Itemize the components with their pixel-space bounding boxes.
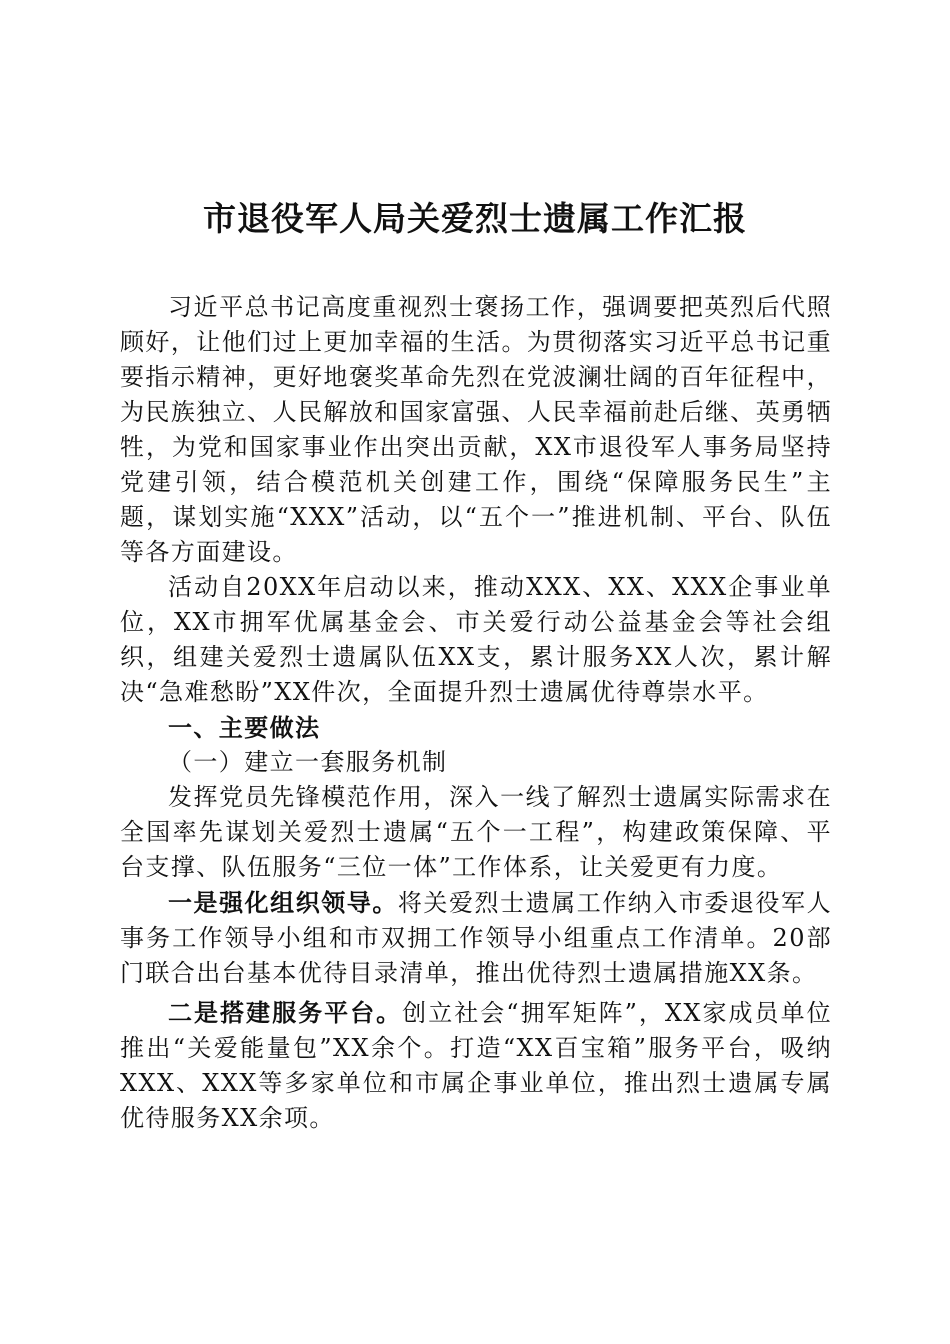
section-paragraph: 发挥党员先锋模范作用，深入一线了解烈士遗属实际需求在全国率先谋划关爱烈士遗属“五个一工程”，构建政策保障、平台支撑、队伍服务“三位一体”工作体系，让关爱更有力度。 [120, 783, 832, 881]
document-title: 市退役军人局关爱烈士遗属工作汇报 [203, 199, 747, 238]
document-body [120, 290, 832, 1136]
point-lead-1: 一是强化组织领导。 [168, 888, 398, 917]
point-paragraph-2 [120, 995, 832, 1136]
subsection-heading: （一）建立一套服务机制 [168, 748, 448, 776]
intro-paragraph-1: 习近平总书记高度重视烈士褒扬工作，强调要把英烈后代照顾好，让他们过上更加幸福的生活。为贯彻落实习近平总书记重要指示精神，更好地褒奖革命先烈在党波澜壮阔的百年征程中，为民族独立、人民解放和国家富强、人民幸福前赴后继、英勇牺牲，为党和国家事业作出突出贡献，XX市退役军人事务局坚持党建引领，结合模范机关创建工作，围绕“保障服务民生”主题，谋划实施“XXX”活动，以“五个一”推进机制、平台、队伍等各方面建设。 [120, 293, 832, 566]
point-paragraph-1 [120, 885, 832, 991]
point-lead-2: 二是搭建服务平台。 [168, 998, 403, 1027]
section-heading: 一、主要做法 [168, 713, 321, 742]
point-text-2: 创立社会“拥军矩阵”，XX家成员单位推出“关爱能量包”XX余个。打造“XX百宝箱”服务平台，吸纳XXX、XXX等多家单位和市属企事业单位，推出烈士遗属专属优待服务XX余项。 [120, 999, 832, 1132]
point-text-1: 将关爱烈士遗属工作纳入市委退役军人事务工作领导小组和市双拥工作领导小组重点工作清单。20部门联合出台基本优待目录清单，推出优待烈士遗属措施XX条。 [120, 889, 832, 987]
intro-paragraph-2: 活动自20XX年启动以来，推动XXX、XX、XXX企事业单位，XX市拥军优属基金会、市关爱行动公益基金会等社会组织，组建关爱烈士遗属队伍XX支，累计服务XX人次，累计解决“急难愁盼”XX件次，全面提升烈士遗属优待尊崇水平。 [120, 573, 832, 706]
